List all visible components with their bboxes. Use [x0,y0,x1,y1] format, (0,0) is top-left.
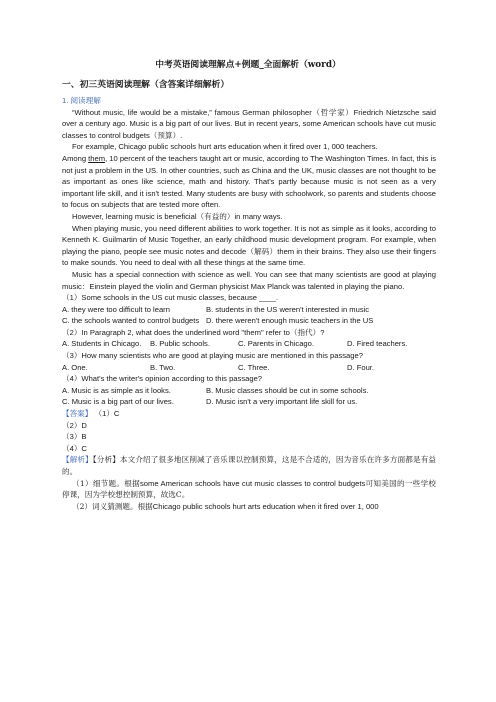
question-number: 1. [62,96,69,105]
answer-1: （1）C [94,409,120,419]
q1-option-b: B. students in the US weren't interested in music [206,304,370,314]
q1-options-row1 [62,304,436,316]
q2-option-b: B. Public schools. [150,339,210,349]
answer-line [62,408,436,420]
q1-options-row2 [62,315,436,327]
question-header [62,95,436,107]
q3-option-c: C. Three. [238,362,270,372]
q4-option-c: C. Music is a big part of our lives. [62,397,174,407]
analysis-para [62,454,436,477]
q1-stem: （1）Some schools in the US cut music classes, because ____. [62,293,279,303]
paragraph-1: “Without music, life would be a mistake,” famous German philosopher（哲学家）Friedrich Nietzsche said over a century ago. Music is a big part of our lives. But in recent years, some American schools have cut music classes to control budgets（预算）. [62,107,436,140]
q2-option-c: C. Parents in Chicago. [238,339,314,349]
q4-options-row1 [62,385,436,397]
q2-option-a: A. Students in Chicago. [62,339,142,349]
analysis-label: 【解析】 [62,455,93,465]
paragraph-2a: For example, Chicago public schools hurt arts education when it fired over 1, 000 teachers. [72,142,378,152]
answer-label: 【答案】 [62,409,93,419]
underlined-word-them: them [88,153,106,163]
q3-option-a: A. One. [62,362,88,372]
q3-stem: （3）How many scientists who are good at playing music are mentioned in this passage? [62,351,363,361]
q3-option-d: D. Four. [347,362,375,372]
detail-1-pre: （1）细节题。根据 [72,478,140,488]
answer-3: （3）B [62,432,87,442]
paragraph-2b [62,153,436,211]
document-title: 中考英语阅读理解点+例题_全面解析（word） [155,60,341,70]
paragraph-2c: In fact, this is not just a problem in the US. In other countries, such as China and the UK, music classes are not thought to be as important as ones like science, math and history. That's partly because music is not seen as a very important life skill, and it isn't tested. Many students are busy with schoolwork, so parents and students choose to focus on subjects that are tested more often. [62,153,437,210]
q3-options [62,362,436,374]
answer-2: （2）D [62,420,87,430]
q1-option-c: C. the schools wanted to control budgets [62,316,200,326]
paragraph-3: However, learning music is beneficial（有益的）in many ways. [72,211,283,221]
detail-1 [62,478,436,501]
detail-1-en: some American schools have cut music classes to control budgets [139,478,366,488]
detail-2 [62,501,436,513]
detail-2-pre: （2）词义猜测题。根据 [72,501,153,511]
answer-4: （4）C [62,443,87,453]
q4-option-b: B. Music classes should be cut in some schools. [206,385,369,395]
q1-option-a: A. they were too difficult to learn [62,304,170,314]
q2-stem: （2）In Paragraph 2, what does the underlined word "them" refer to（指代）? [62,327,325,337]
document-body [62,95,436,512]
detail-1-post: 可知美国的一些学校停课，因为学校想控制预算，故选C。 [62,478,436,500]
q3-option-b: B. Two. [150,362,176,372]
analysis-tag: 【分析】 [92,455,120,465]
paragraph-5: Music has a special connection with science as well. You can see that many scientists are good at playing music：Einstein played the violin and German physicist Max Planck was talented in playing the piano. [62,269,436,291]
detail-2-en: Chicago public schools hurt arts education when it fired over 1, 000 [152,501,379,511]
question-type: 阅读理解 [70,96,101,105]
among-suffix: , 10 percent of the teachers taught art or music, according to The Washington Times. [105,153,390,163]
q4-option-a: A. Music is as simple as it looks. [62,385,171,395]
q1-option-d: D. there weren't enough music teachers in the US [206,316,374,326]
q2-options [62,338,436,350]
q4-options-row2 [62,396,436,408]
analysis-text: 本文介绍了很多地区削减了音乐课以控制预算，这是不合适的，因为音乐在许多方面都是有益的。 [62,455,437,476]
q4-option-d: D. Music isn't a very important life skill for us. [206,397,358,407]
among-prefix: Among [62,153,89,163]
section-heading: 一、初三英语阅读理解（含答案详细解析） [62,80,230,90]
q4-stem: （4）What's the writer's opinion according to this passage? [62,374,263,384]
q2-option-d: D. Fired teachers. [347,339,408,349]
paragraph-4: When playing music, you need different abilities to work together. It is not as simple as it looks, according to Kenneth K. Guilmartin of Music Together, an early childhood music development program. For example, when playing the piano, people see music notes and decode（解码）them in their brains. They also use their fingers to make sounds. You need to deal with all these things at the same time. [62,223,436,268]
